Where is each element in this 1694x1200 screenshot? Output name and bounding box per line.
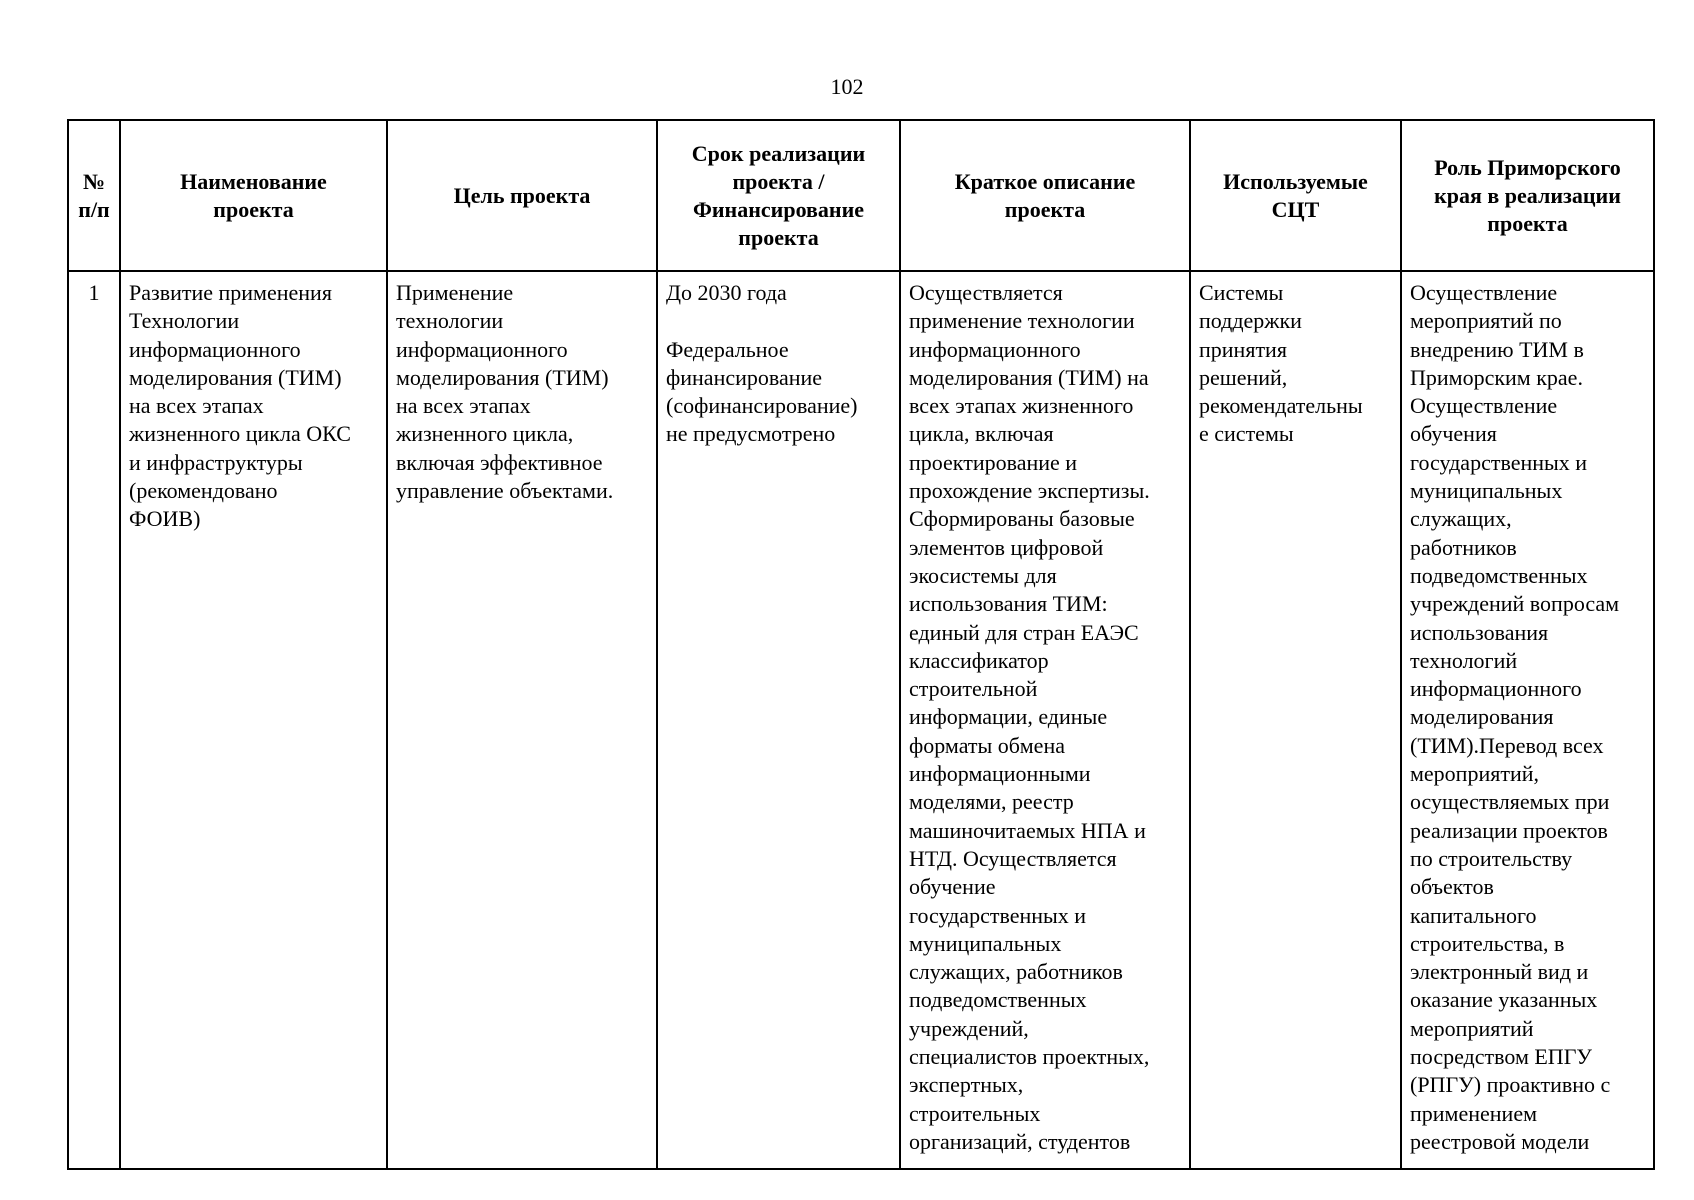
text-line: всех этапах жизненного (909, 393, 1134, 419)
text-line: единый для стран ЕАЭС (909, 619, 1139, 645)
header-technologies: Используемые СЦТ (1190, 120, 1401, 271)
text-line: подведомственных (1410, 562, 1588, 588)
text-line: обучение (909, 874, 996, 900)
text-line: (софинансирование) (666, 393, 858, 419)
text-line: информационного (129, 336, 301, 362)
description-cell (900, 271, 1190, 1169)
text-line: на всех этапах (129, 393, 264, 419)
text-line: внедрению ТИМ в (1410, 336, 1584, 362)
text-line: (рекомендовано (129, 478, 278, 504)
text-line: строительных (909, 1100, 1041, 1126)
text-line: информационного (396, 336, 568, 362)
text-line: моделирования (ТИМ) (396, 364, 609, 390)
text-line: реализации проектов (1410, 817, 1608, 843)
text-line: Технологии (129, 308, 240, 334)
text-line: классификатор (909, 647, 1049, 673)
text-line: управление объектами. (396, 478, 614, 504)
header-project-name: Наименование проекта (120, 120, 387, 271)
text-line: проектирование и (909, 449, 1078, 475)
header-project-goal: Цель проекта (387, 120, 657, 271)
text-line: Приморским крае. (1410, 364, 1583, 390)
text-line: служащих, работников (909, 959, 1123, 985)
text-line: учреждений вопросам (1410, 591, 1620, 617)
text-line: по строительству (1410, 845, 1573, 871)
text-line: технологии (396, 308, 504, 334)
text-line: мероприятий (1410, 1015, 1534, 1041)
text-line: муниципальных (1410, 478, 1563, 504)
project-financing (666, 336, 892, 449)
text-line: электронный вид и (1410, 959, 1589, 985)
table-header-row (68, 120, 1654, 271)
text-line: Федеральное (666, 336, 789, 362)
text-line: Сформированы базовые (909, 506, 1135, 532)
project-goal-cell (387, 271, 657, 1169)
projects-table (67, 119, 1655, 1170)
text-line: форматы обмена (909, 732, 1065, 758)
text-line: применением (1410, 1100, 1538, 1126)
text-line: поддержки (1199, 308, 1302, 334)
text-line: посредством ЕПГУ (1410, 1044, 1592, 1070)
text-line: применение технологии (909, 308, 1135, 334)
project-term: До 2030 года (666, 280, 787, 305)
text-line: информационного (909, 336, 1081, 362)
header-description: Краткое описание проекта (900, 120, 1190, 271)
text-line: оказание указанных (1410, 987, 1598, 1013)
text-line: государственных и (909, 902, 1087, 928)
text-line: жизненного цикла ОКС (129, 421, 351, 447)
text-line: прохождение экспертизы. (909, 478, 1150, 504)
text-line: использования (1410, 619, 1549, 645)
text-line: Осуществление (1410, 280, 1558, 305)
text-line: служащих, (1410, 506, 1512, 532)
text-line: рекомендательны (1199, 393, 1363, 419)
table-row (68, 271, 1654, 1169)
text-line: машиночитаемых НПА и (909, 817, 1146, 843)
text-line: экосистемы для (909, 562, 1057, 588)
header-region-role: Роль Приморского края в реализации проекта (1401, 120, 1654, 271)
text-line: организаций, студентов (909, 1128, 1131, 1154)
text-line: обучения (1410, 421, 1497, 447)
text-line: ФОИВ) (129, 506, 201, 532)
text-line: е системы (1199, 421, 1294, 447)
text-line: и инфраструктуры (129, 449, 303, 475)
text-line: информации, единые (909, 704, 1108, 730)
text-line: Осуществление (1410, 393, 1558, 419)
text-line: информационными (909, 761, 1091, 787)
text-line: (ТИМ).Перевод всех (1410, 732, 1604, 758)
text-line: использования ТИМ: (909, 591, 1108, 617)
text-line: строительной (909, 676, 1038, 702)
text-line: моделирования (ТИМ) (129, 364, 342, 390)
text-line: информационного (1410, 676, 1582, 702)
text-line: элементов цифровой (909, 534, 1104, 560)
text-line: капитального (1410, 902, 1537, 928)
project-name-cell (120, 271, 387, 1169)
text-line: подведомственных (909, 987, 1087, 1013)
text-line: объектов (1410, 874, 1494, 900)
text-line: Применение (396, 280, 514, 305)
text-line: цикла, включая (909, 421, 1054, 447)
text-line: учреждений, (909, 1015, 1029, 1041)
header-num: № п/п (68, 120, 120, 271)
text-line: работников (1410, 534, 1517, 560)
text-line: НТД. Осуществляется (909, 845, 1117, 871)
technologies-cell (1190, 271, 1401, 1169)
text-line: Развитие применения (129, 280, 332, 305)
text-line: моделями, реестр (909, 789, 1074, 815)
text-line: моделирования (1410, 704, 1554, 730)
term-financing-cell (657, 271, 900, 1169)
text-line: принятия (1199, 336, 1287, 362)
text-line: мероприятий, (1410, 761, 1540, 787)
text-line: реестровой модели (1410, 1128, 1590, 1154)
text-line: муниципальных (909, 930, 1062, 956)
text-line: Системы (1199, 280, 1284, 305)
text-line: мероприятий по (1410, 308, 1562, 334)
text-line: строительства, в (1410, 930, 1565, 956)
text-line: специалистов проектных, (909, 1044, 1150, 1070)
text-line: включая эффективное (396, 449, 603, 475)
text-line: государственных и (1410, 449, 1588, 475)
header-term-financing: Срок реализации проекта / Финансирование проекта (657, 120, 900, 271)
text-line: моделирования (ТИМ) на (909, 364, 1149, 390)
text-line: Осуществляется (909, 280, 1063, 305)
text-line: жизненного цикла, (396, 421, 574, 447)
text-line: технологий (1410, 647, 1518, 673)
text-line: решений, (1199, 364, 1288, 390)
text-line: финансирование (666, 364, 823, 390)
text-line: не предусмотрено (666, 421, 836, 447)
text-line: осуществляемых при (1410, 789, 1610, 815)
page-number: 102 (830, 74, 864, 99)
text-line: на всех этапах (396, 393, 531, 419)
region-role-cell (1401, 271, 1654, 1169)
text-line: (РПГУ) проактивно с (1410, 1072, 1611, 1098)
row-number: 1 (68, 271, 120, 1169)
text-line: экспертных, (909, 1072, 1024, 1098)
